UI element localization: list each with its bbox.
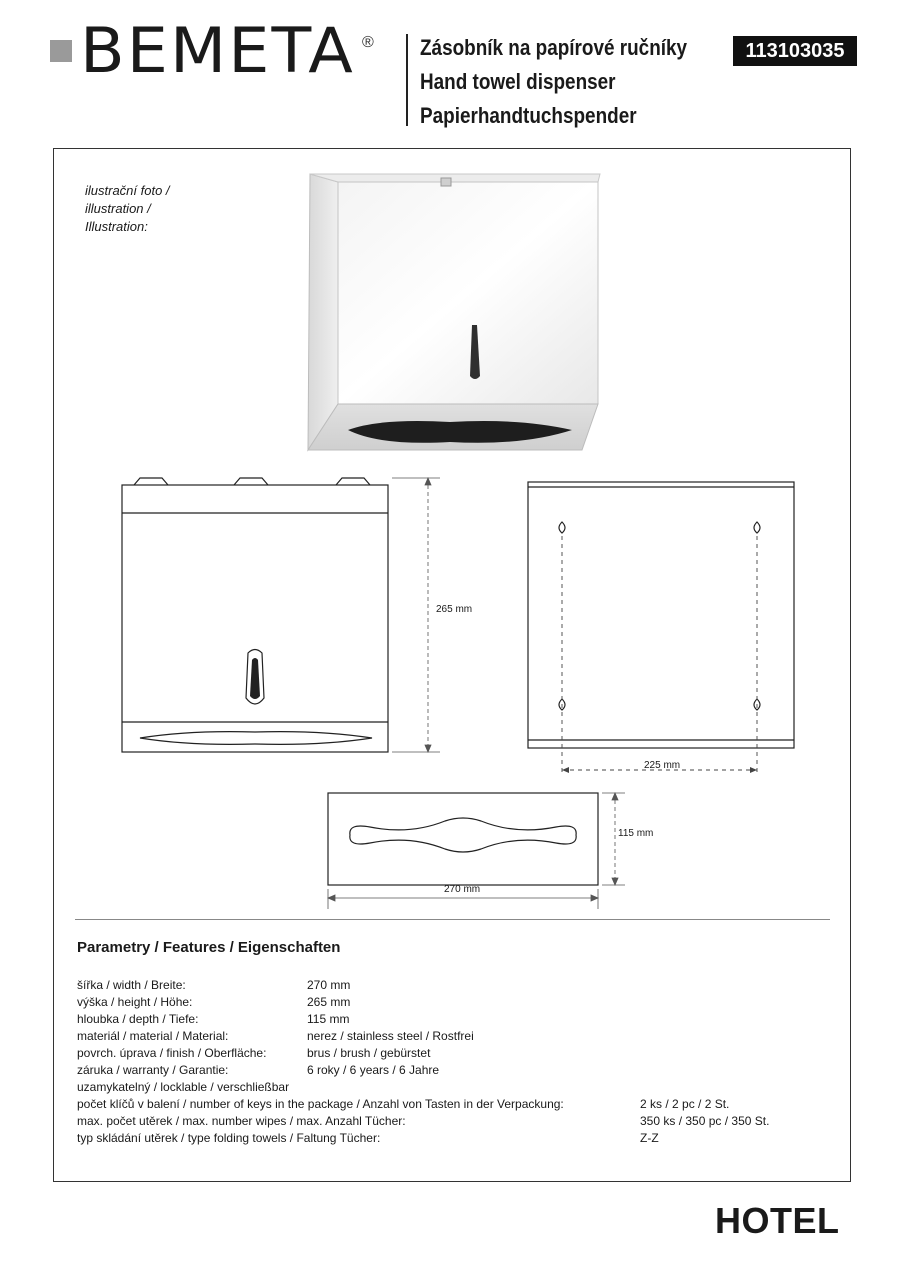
photo-front-panel bbox=[338, 182, 598, 404]
feature-value-finish: brus / brush / gebürstet bbox=[307, 1046, 431, 1060]
photo-side-panel bbox=[308, 174, 338, 450]
bottom-view-drawing bbox=[320, 785, 650, 915]
back-body bbox=[528, 482, 794, 748]
hole-spacing-label: 225 mm bbox=[644, 760, 681, 771]
feature-value-height: 265 mm bbox=[307, 995, 351, 1009]
title-en: Hand towel dispenser bbox=[420, 69, 616, 94]
feature-label-wipes: max. počet utěrek / max. number wipes / max. Anzahl Tücher: bbox=[77, 1114, 406, 1128]
logo-square-mark bbox=[50, 40, 72, 62]
feature-label-depth: hloubka / depth / Tiefe: bbox=[77, 1012, 199, 1026]
title-de: Papierhandtuchspender bbox=[420, 103, 637, 128]
illustration-caption bbox=[85, 182, 170, 236]
keyhole-top-right bbox=[754, 522, 760, 533]
keyhole-top-left bbox=[559, 522, 565, 533]
header-divider bbox=[406, 34, 408, 126]
feature-label-warranty: záruka / warranty / Garantie: bbox=[77, 1063, 229, 1077]
feature-label-material: materiál / material / Material: bbox=[77, 1029, 229, 1043]
back-view-drawing bbox=[525, 478, 795, 788]
bottom-body bbox=[328, 793, 598, 885]
bottom-slot-outline bbox=[350, 818, 576, 852]
feature-label-keys: počet klíčů v balení / number of keys in the package / Anzahl von Tasten in der Verpackung: bbox=[77, 1097, 564, 1111]
feature-value-depth: 115 mm bbox=[307, 1012, 350, 1026]
feature-label-height: výška / height / Höhe: bbox=[77, 995, 193, 1009]
height-dimension-label: 265 mm bbox=[436, 604, 473, 615]
product-photo bbox=[300, 168, 610, 458]
front-window-fill bbox=[250, 658, 260, 699]
feature-value-width: 270 mm bbox=[307, 978, 351, 992]
front-top-tab-right bbox=[336, 478, 370, 485]
series-name: HOTEL bbox=[715, 1200, 840, 1241]
feature-lockable: uzamykatelný / locklable / verschließbar bbox=[77, 1080, 290, 1094]
feature-value-material: nerez / stainless steel / Rostfrei bbox=[307, 1029, 474, 1043]
registered-mark: ® bbox=[362, 34, 374, 51]
front-body bbox=[122, 485, 388, 752]
feature-label-finish: povrch. úprava / finish / Oberfläche: bbox=[77, 1046, 267, 1060]
front-dispensing-slot bbox=[140, 732, 372, 745]
brand-logo: BEMETA bbox=[80, 14, 355, 87]
front-top-tab-left bbox=[134, 478, 168, 485]
feature-value-wipes: 350 ks / 350 pc / 350 St. bbox=[640, 1114, 770, 1128]
depth-dimension-label: 115 mm bbox=[618, 828, 654, 839]
front-top-tab-mid bbox=[234, 478, 268, 485]
caption-line-cz: ilustrační foto / bbox=[85, 183, 170, 198]
width-dimension-label: 270 mm bbox=[444, 884, 481, 895]
photo-lock bbox=[441, 178, 451, 186]
caption-line-de: Illustration: bbox=[85, 219, 148, 234]
caption-line-en: illustration / bbox=[85, 201, 151, 216]
product-code-badge: 113103035 bbox=[733, 36, 857, 66]
feature-label-folding: typ skládání utěrek / type folding towels / Faltung Tücher: bbox=[77, 1131, 381, 1145]
feature-value-folding: Z-Z bbox=[640, 1131, 659, 1145]
feature-label-width: šířka / width / Breite: bbox=[77, 978, 186, 992]
title-cz: Zásobník na papírové ručníky bbox=[420, 35, 688, 60]
photo-top-edge bbox=[310, 174, 600, 182]
front-view-drawing bbox=[110, 470, 480, 760]
features-separator bbox=[75, 919, 830, 920]
feature-value-warranty: 6 roky / 6 years / 6 Jahre bbox=[307, 1063, 440, 1077]
features-title: Parametry / Features / Eigenschaften bbox=[77, 939, 341, 956]
feature-value-keys: 2 ks / 2 pc / 2 St. bbox=[640, 1097, 730, 1111]
